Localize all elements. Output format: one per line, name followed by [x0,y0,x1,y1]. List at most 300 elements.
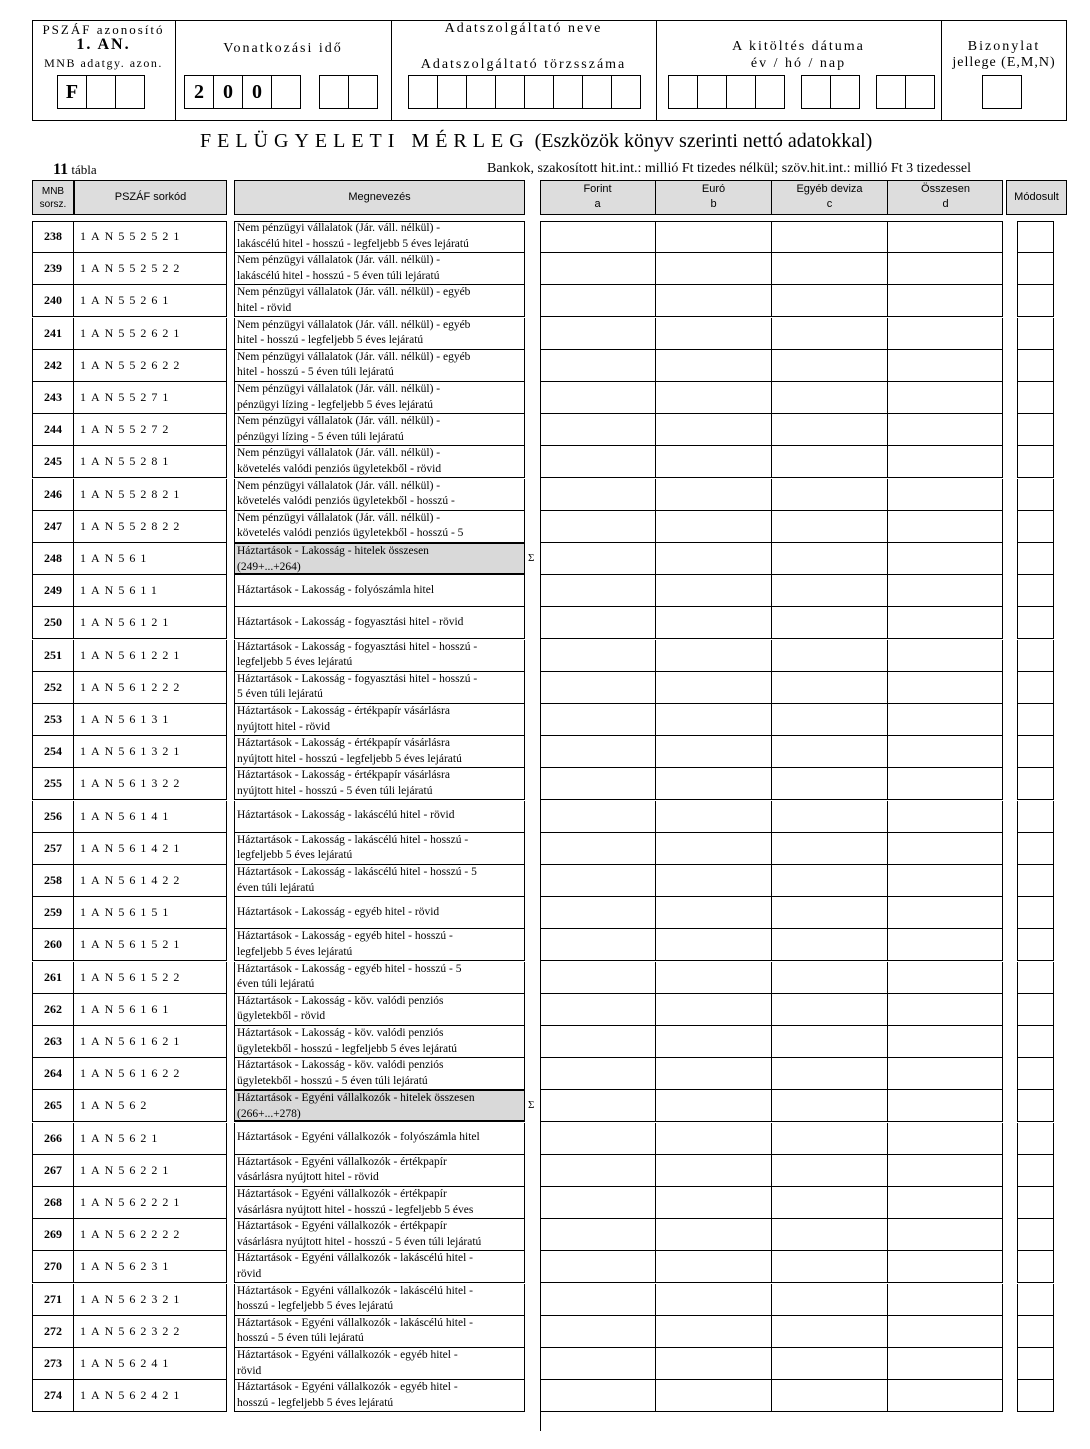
megnevezes [234,994,525,1026]
megnevezes [234,479,525,511]
date-digit-box[interactable] [271,75,301,109]
cell-osszesen[interactable] [888,1187,1003,1219]
cell-forint[interactable] [541,833,656,865]
cell-euro[interactable] [656,833,772,865]
cell-modosult[interactable] [1017,640,1054,672]
cell-forint[interactable] [541,1348,656,1380]
cell-osszesen[interactable] [888,1090,1003,1122]
cell-modosult[interactable] [1017,962,1054,994]
cell-osszesen[interactable] [888,414,1003,446]
cell-egyeb-deviza[interactable] [772,1187,888,1219]
kitoltes-digit-box[interactable] [668,75,698,109]
megnevezes-line: hosszú - legfeljebb 5 éves lejáratú [237,1300,394,1313]
cell-egyeb-deviza[interactable] [772,1123,888,1155]
table-number [53,161,97,179]
cell-osszesen[interactable] [888,1380,1003,1412]
cell-euro[interactable] [656,382,772,414]
cell-modosult[interactable] [1017,1058,1054,1090]
cell-egyeb-deviza[interactable] [772,929,888,961]
cell-modosult[interactable] [1017,929,1054,961]
cell-egyeb-deviza[interactable] [772,575,888,607]
cell-forint[interactable] [541,640,656,672]
megnevezes-text [237,544,522,575]
cell-egyeb-deviza[interactable] [772,640,888,672]
pszaf-sorkod: 1AN562421 [74,1380,227,1412]
cell-egyeb-deviza[interactable] [772,479,888,511]
cell-egyeb-deviza[interactable] [772,736,888,768]
cell-forint[interactable] [541,446,656,478]
cell-egyeb-deviza[interactable] [772,897,888,929]
cell-egyeb-deviza[interactable] [772,994,888,1026]
cell-egyeb-deviza[interactable] [772,1284,888,1316]
mnb-sorszam: 250 [32,607,74,639]
megnevezes-line: Háztartások - Lakosság - köv. valódi penziós [237,1059,444,1072]
megnevezes-line: Háztartások - Lakosság - egyéb hitel - hosszú - [237,930,453,943]
cell-egyeb-deviza[interactable] [772,382,888,414]
cell-forint[interactable] [541,350,656,382]
cell-osszesen[interactable] [888,543,1003,575]
cell-euro[interactable] [656,221,772,253]
cell-osszesen[interactable] [888,575,1003,607]
cell-egyeb-deviza[interactable] [772,1348,888,1380]
mnb-sorszam: 273 [32,1348,74,1380]
cell-osszesen[interactable] [888,479,1003,511]
cell-osszesen[interactable] [888,1348,1003,1380]
megnevezes [234,640,525,672]
mnb-code-box[interactable]: F [57,75,87,109]
cell-osszesen[interactable] [888,736,1003,768]
megnevezes-text [237,1219,522,1250]
pszaf-label: PSZÁF azonosító [42,22,165,37]
cell-egyeb-deviza[interactable] [772,1316,888,1348]
cell-forint[interactable] [541,285,656,317]
pszaf-sorkod: 1AN56151 [74,897,227,929]
kitoltes-digit-box[interactable] [830,75,860,109]
megnevezes-line: vásárlásra nyújtott hitel - rövid [237,1171,379,1184]
cell-euro[interactable] [656,1058,772,1090]
cell-egyeb-deviza[interactable] [772,865,888,897]
cell-euro[interactable] [656,1348,772,1380]
megnevezes-line: rövid [237,1267,262,1280]
cell-euro[interactable] [656,350,772,382]
cell-euro[interactable] [656,994,772,1026]
cell-modosult[interactable] [1017,1187,1054,1219]
torzsszam-digit-box[interactable] [437,75,467,109]
cell-osszesen[interactable] [888,994,1003,1026]
megnevezes-text [237,962,522,993]
torzsszam-digit-box[interactable] [611,75,641,109]
date-digit-box[interactable] [348,75,378,109]
cell-modosult[interactable] [1017,994,1054,1026]
cell-egyeb-deviza[interactable] [772,1026,888,1058]
cell-forint[interactable] [541,414,656,446]
cell-forint[interactable] [541,1316,656,1348]
cell-egyeb-deviza[interactable] [772,318,888,350]
megnevezes-text [237,1026,522,1057]
pszaf-sorkod: 1AN5611 [74,575,227,607]
torzsszam-digit-box[interactable] [553,75,583,109]
pszaf-sorkod: 1AN552622 [74,350,227,382]
megnevezes [234,1348,525,1380]
megnevezes-line: 5 éven túli lejáratú [237,688,323,701]
pszaf-sorkod: 1AN55281 [74,446,227,478]
cell-egyeb-deviza[interactable] [772,672,888,704]
cell-osszesen[interactable] [888,446,1003,478]
cell-euro[interactable] [656,640,772,672]
cell-euro[interactable] [656,511,772,543]
kitoltes-label: A kitöltés dátuma [732,39,865,54]
cell-forint[interactable] [541,801,656,833]
cell-egyeb-deviza[interactable] [772,833,888,865]
cell-modosult[interactable] [1017,672,1054,704]
mnb-sorszam: 249 [32,575,74,607]
cell-osszesen[interactable] [888,285,1003,317]
megnevezes-line: Háztartások - Egyéni vállalkozók - lakáscélú hitel - [237,1252,473,1265]
megnevezes-line: lakáscélú hitel - hosszú - legfeljebb 5 éves lejáratú [237,237,469,250]
mnb-sorszam: 267 [32,1155,74,1187]
torzsszam-digit-box[interactable] [524,75,554,109]
pszaf-value: 1. AN. [76,36,131,53]
cell-modosult[interactable] [1017,285,1054,317]
megnevezes-line: nyújtott hitel - hosszú - legfeljebb 5 éves lejáratú [237,752,462,765]
cell-forint[interactable] [541,704,656,736]
cell-osszesen[interactable] [888,801,1003,833]
bizonylat-box[interactable] [982,75,1022,109]
cell-euro[interactable] [656,704,772,736]
cell-modosult[interactable] [1017,1155,1054,1187]
cell-forint[interactable] [541,865,656,897]
cell-osszesen[interactable] [888,318,1003,350]
table-row [0,865,1090,897]
cell-euro[interactable] [656,1316,772,1348]
cell-euro[interactable] [656,253,772,285]
cell-osszesen[interactable] [888,833,1003,865]
cell-modosult[interactable] [1017,897,1054,929]
mnb-sorszam: 254 [32,736,74,768]
megnevezes-text [237,446,522,477]
megnevezes-line: Háztartások - Lakosság - fogyasztási hitel - hosszú - [237,672,478,685]
pszaf-sorkod: 1AN562322 [74,1316,227,1348]
cell-osszesen[interactable] [888,962,1003,994]
cell-modosult[interactable] [1017,318,1054,350]
table-row [0,575,1090,607]
cell-modosult[interactable] [1017,1219,1054,1251]
cell-modosult[interactable] [1017,382,1054,414]
cell-euro[interactable] [656,607,772,639]
kitoltes-digit-box[interactable] [801,75,831,109]
cell-forint[interactable] [541,1090,656,1122]
cell-forint[interactable] [541,768,656,800]
cell-modosult[interactable] [1017,865,1054,897]
pszaf-sorkod: 1AN552821 [74,479,227,511]
cell-egyeb-deviza[interactable] [772,253,888,285]
pszaf-sorkod: 1AN56161 [74,994,227,1026]
cell-forint[interactable] [541,575,656,607]
cell-osszesen[interactable] [888,1155,1003,1187]
megnevezes [234,1284,525,1316]
megnevezes-line: Nem pénzügyi vállalatok (Jár. váll. nélkül) - [237,479,441,492]
cell-egyeb-deviza[interactable] [772,446,888,478]
cell-forint[interactable] [541,736,656,768]
cell-euro[interactable] [656,897,772,929]
cell-modosult[interactable] [1017,1316,1054,1348]
megnevezes [234,1219,525,1251]
cell-forint[interactable] [541,318,656,350]
cell-egyeb-deviza[interactable] [772,221,888,253]
cell-egyeb-deviza[interactable] [772,704,888,736]
cell-modosult[interactable] [1017,479,1054,511]
cell-euro[interactable] [656,1026,772,1058]
cell-osszesen[interactable] [888,1219,1003,1251]
cell-egyeb-deviza[interactable] [772,607,888,639]
cell-osszesen[interactable] [888,768,1003,800]
cell-osszesen[interactable] [888,897,1003,929]
megnevezes-text [237,285,522,316]
col-megnevezes: Megnevezés [234,180,525,215]
megnevezes [234,318,525,350]
cell-osszesen[interactable] [888,253,1003,285]
megnevezes-text [237,1348,522,1379]
megnevezes-line: Nem pénzügyi vállalatok (Jár. váll. nélkül) - egyéb [237,286,471,299]
cell-osszesen[interactable] [888,1058,1003,1090]
cell-forint[interactable] [541,382,656,414]
cell-modosult[interactable] [1017,704,1054,736]
cell-egyeb-deviza[interactable] [772,511,888,543]
date-digit-box[interactable]: 0 [213,75,243,109]
cell-forint[interactable] [541,1155,656,1187]
cell-egyeb-deviza[interactable] [772,1380,888,1412]
cell-euro[interactable] [656,962,772,994]
cell-euro[interactable] [656,768,772,800]
mnb-sorszam: 252 [32,672,74,704]
table-row [0,704,1090,736]
cell-osszesen[interactable] [888,929,1003,961]
cell-modosult[interactable] [1017,801,1054,833]
cell-euro[interactable] [656,865,772,897]
kitoltes-digit-box[interactable] [876,75,906,109]
cell-modosult[interactable] [1017,1284,1054,1316]
cell-euro[interactable] [656,672,772,704]
megnevezes-line: Nem pénzügyi vállalatok (Jár. váll. nélkül) - [237,254,441,267]
date-digit-box[interactable] [319,75,349,109]
torzsszam-digit-box[interactable] [466,75,496,109]
cell-osszesen[interactable] [888,221,1003,253]
mnb-sorszam: 242 [32,350,74,382]
cell-modosult[interactable] [1017,1123,1054,1155]
megnevezes-line: hosszú - legfeljebb 5 éves lejáratú [237,1396,394,1409]
cell-euro[interactable] [656,1251,772,1283]
table-number-value: 11 [53,161,69,178]
megnevezes-line: legfeljebb 5 éves lejáratú [237,656,353,669]
cell-egyeb-deviza[interactable] [772,768,888,800]
cell-euro[interactable] [656,479,772,511]
cell-egyeb-deviza[interactable] [772,1058,888,1090]
cell-modosult[interactable] [1017,736,1054,768]
kitoltes-digit-box[interactable] [905,75,935,109]
megnevezes [234,929,525,961]
cell-modosult[interactable] [1017,446,1054,478]
megnevezes-text [237,615,463,631]
table-row [0,414,1090,446]
pszaf-sorkod: 1AN561222 [74,672,227,704]
cell-forint[interactable] [541,1058,656,1090]
mnb-sorszam: 248 [32,543,74,575]
cell-osszesen[interactable] [888,1123,1003,1155]
cell-egyeb-deviza[interactable] [772,962,888,994]
cell-forint[interactable] [541,1026,656,1058]
cell-forint[interactable] [541,543,656,575]
pszaf-sorkod: 1AN562222 [74,1219,227,1251]
cell-modosult[interactable] [1017,543,1054,575]
cell-egyeb-deviza[interactable] [772,1155,888,1187]
cell-forint[interactable] [541,1123,656,1155]
cell-euro[interactable] [656,1380,772,1412]
megnevezes [234,1380,525,1412]
cell-euro[interactable] [656,1219,772,1251]
cell-modosult[interactable] [1017,253,1054,285]
cell-euro[interactable] [656,801,772,833]
megnevezes-line: hosszú - 5 éven túli lejáratú [237,1332,364,1345]
cell-forint[interactable] [541,1284,656,1316]
megnevezes-line: Nem pénzügyi vállalatok (Jár. váll. nélkül) - egyéb [237,318,471,331]
cell-forint[interactable] [541,253,656,285]
cell-osszesen[interactable] [888,350,1003,382]
cell-euro[interactable] [656,1123,772,1155]
kitoltes-digit-box[interactable] [755,75,785,109]
cell-euro[interactable] [656,1155,772,1187]
pszaf-sorkod: 1AN55271 [74,382,227,414]
cell-modosult[interactable] [1017,350,1054,382]
cell-modosult[interactable] [1017,221,1054,253]
date-digit-box[interactable]: 0 [242,75,272,109]
cell-osszesen[interactable] [888,1251,1003,1283]
cell-modosult[interactable] [1017,607,1054,639]
torzsszam-digit-box[interactable] [582,75,612,109]
table-row [0,1251,1090,1283]
megnevezes-line: hitel - rövid [237,301,292,314]
cell-euro[interactable] [656,575,772,607]
cell-modosult[interactable] [1017,511,1054,543]
megnevezes-line: pénzügyi lízing - legfeljebb 5 éves lejáratú [237,398,434,411]
adatszolgaltato-neve-label: Adatszolgáltató neve [444,21,603,36]
cell-euro[interactable] [656,446,772,478]
cell-forint[interactable] [541,672,656,704]
cell-euro[interactable] [656,414,772,446]
cell-forint[interactable] [541,1380,656,1412]
cell-egyeb-deviza[interactable] [772,1251,888,1283]
cell-modosult[interactable] [1017,1090,1054,1122]
megnevezes-text [237,221,522,252]
mnb-sorszam: 265 [32,1090,74,1122]
megnevezes [234,865,525,897]
col-euro [656,180,772,215]
cell-osszesen[interactable] [888,1026,1003,1058]
cell-osszesen[interactable] [888,704,1003,736]
megnevezes-text [237,583,434,599]
cell-modosult[interactable] [1017,1380,1054,1412]
cell-modosult[interactable] [1017,414,1054,446]
megnevezes-text [237,994,522,1025]
table-row [0,285,1090,317]
cell-forint[interactable] [541,1187,656,1219]
cell-egyeb-deviza[interactable] [772,350,888,382]
megnevezes-text [237,318,522,349]
cell-osszesen[interactable] [888,607,1003,639]
cell-forint[interactable] [541,897,656,929]
megnevezes-line: Háztartások - Egyéni vállalkozók - értékpapír [237,1220,447,1233]
cell-osszesen[interactable] [888,1316,1003,1348]
cell-euro[interactable] [656,318,772,350]
cell-egyeb-deviza[interactable] [772,285,888,317]
cell-egyeb-deviza[interactable] [772,1090,888,1122]
table-row [0,1316,1090,1348]
cell-egyeb-deviza[interactable] [772,801,888,833]
kitoltes-digit-box[interactable] [697,75,727,109]
cell-egyeb-deviza[interactable] [772,1219,888,1251]
cell-forint[interactable] [541,1251,656,1283]
cell-osszesen[interactable] [888,382,1003,414]
cell-forint[interactable] [541,1219,656,1251]
cell-osszesen[interactable] [888,511,1003,543]
cell-forint[interactable] [541,607,656,639]
cell-osszesen[interactable] [888,640,1003,672]
megnevezes-text [237,1130,480,1146]
mnb-sorszam: 241 [32,318,74,350]
cell-modosult[interactable] [1017,833,1054,865]
mnb-code-box[interactable] [115,75,145,109]
megnevezes-line: Háztartások - Lakosság - lakáscélú hitel - rövid [237,809,455,822]
date-digit-box[interactable]: 2 [184,75,214,109]
kitoltes-digit-box[interactable] [726,75,756,109]
megnevezes-line: vásárlásra nyújtott hitel - hosszú - 5 éven túli lejáratú [237,1235,482,1248]
cell-forint[interactable] [541,511,656,543]
torzsszam-digit-box[interactable] [495,75,525,109]
megnevezes-text [237,905,439,921]
cell-modosult[interactable] [1017,1026,1054,1058]
col-egyeb-letter: c [826,198,833,210]
cell-forint[interactable] [541,479,656,511]
cell-euro[interactable] [656,543,772,575]
cell-egyeb-deviza[interactable] [772,414,888,446]
cell-euro[interactable] [656,1284,772,1316]
table-row [0,929,1090,961]
mnb-code-box[interactable] [86,75,116,109]
cell-modosult[interactable] [1017,1348,1054,1380]
cell-osszesen[interactable] [888,1284,1003,1316]
cell-forint[interactable] [541,962,656,994]
cell-forint[interactable] [541,929,656,961]
mnb-sorszam: 246 [32,479,74,511]
cell-egyeb-deviza[interactable] [772,543,888,575]
cell-modosult[interactable] [1017,575,1054,607]
cell-euro[interactable] [656,929,772,961]
col-egyeb [772,180,888,215]
cell-euro[interactable] [656,1187,772,1219]
cell-modosult[interactable] [1017,1251,1054,1283]
cell-osszesen[interactable] [888,865,1003,897]
torzsszam-digit-box[interactable] [408,75,438,109]
cell-euro[interactable] [656,1090,772,1122]
cell-euro[interactable] [656,736,772,768]
cell-forint[interactable] [541,221,656,253]
cell-osszesen[interactable] [888,672,1003,704]
cell-forint[interactable] [541,994,656,1026]
table-number-label: tábla [71,162,97,177]
cell-modosult[interactable] [1017,768,1054,800]
pszaf-sorkod: 1AN56231 [74,1251,227,1283]
cell-euro[interactable] [656,285,772,317]
megnevezes-line: Háztartások - Egyéni vállalkozók - egyéb hitel - [237,1381,458,1394]
